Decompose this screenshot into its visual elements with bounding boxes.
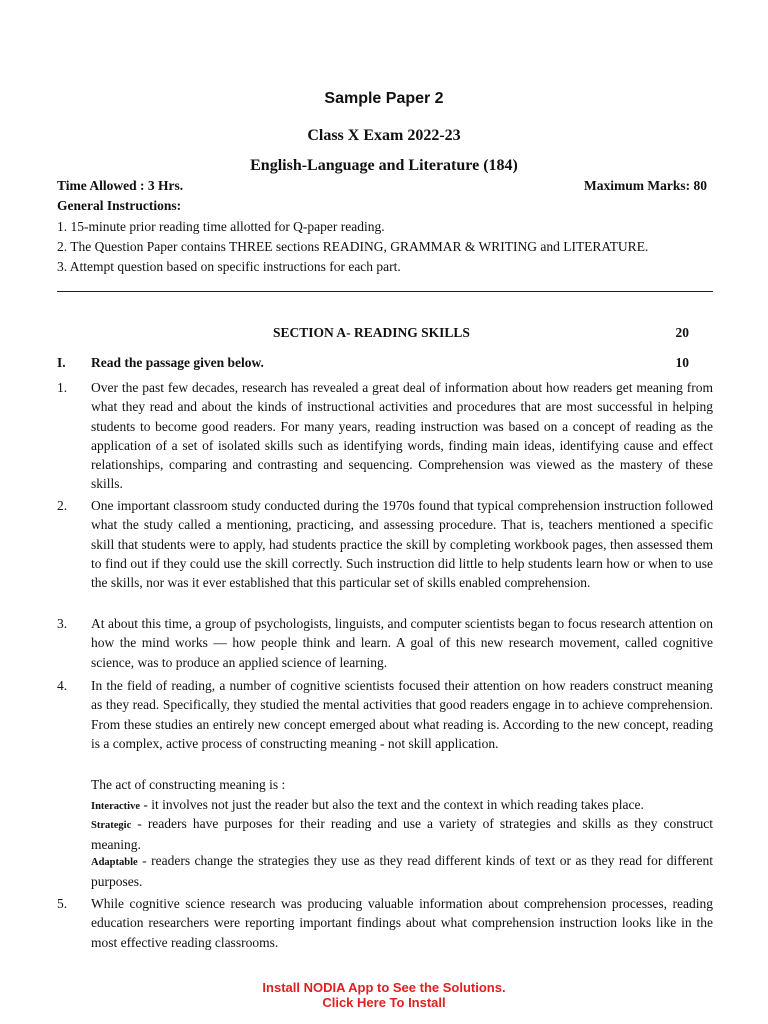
general-instructions-list (57, 217, 717, 277)
time-allowed: Time Allowed : 3 Hrs. (57, 178, 184, 193)
question-text: Read the passage given below. (91, 355, 264, 370)
paragraph-number: 5. (57, 896, 68, 911)
question-number: I. (57, 355, 66, 370)
term-separator: - (131, 816, 148, 831)
paragraph-text: While cognitive science research was producing valuable information about comprehension processes, reading education researchers were reporting important findings about what comprehension instruction looks like in the most effective reading classrooms. (91, 896, 713, 950)
construct-description: readers change the strategies they use as they read different kinds of text or as they read for different purposes. (91, 853, 714, 889)
paragraph-text: In the field of reading, a number of cognitive scientists focused their attention on how readers construct meaning as they read. Specifically, they studied the mental activities that good readers engage in to achieve comprehension. From these studies an entirely new concept emerged about what reading is. According to the new concept, reading is a complex, active process of constructing meaning - not skill application. (91, 678, 713, 751)
horizontal-divider (57, 291, 713, 292)
paragraph-number: 3. (57, 616, 68, 631)
construct-item-interactive (91, 795, 713, 816)
paragraph-number: 2. (57, 498, 68, 513)
construct-intro: The act of constructing meaning is : (91, 777, 286, 792)
paragraph-number: 4. (57, 678, 68, 693)
term-separator: - (139, 797, 152, 812)
time-marks-row (57, 178, 707, 194)
construct-term: Strategic (91, 820, 132, 831)
section-name: SECTION A- READING SKILLS (273, 325, 470, 340)
construct-description: it involves not just the reader but also the text and the context in which reading takes place. (151, 797, 644, 812)
passage-paragraph-2 (57, 496, 713, 592)
class-exam-title: Class X Exam 2022-23 (307, 127, 461, 144)
instruction-item: 1. 15-minute prior reading time allotted for Q-paper reading. (57, 219, 385, 234)
instruction-item: 3. Attempt question based on specific instructions for each part. (57, 259, 401, 274)
general-instructions-heading: General Instructions: (57, 198, 182, 213)
paragraph-number: 1. (57, 380, 68, 395)
term-separator: - (137, 853, 152, 868)
install-app-banner[interactable] (0, 980, 768, 1010)
install-app-text[interactable]: Install NODIA App to See the Solutions. (262, 980, 506, 995)
maximum-marks: Maximum Marks: 80 (584, 178, 707, 193)
click-to-install-link[interactable]: Click Here To Install (322, 995, 446, 1010)
question-marks: 10 (675, 355, 689, 370)
paragraph-text: One important classroom study conducted during the 1970s found that typical comprehension instruction followed what the study called a mentioning, practicing, and assessing procedure. That is, teachers mentioned a specific skill that students were to apply, had students practice the skill by completing workbook pages, then assessed them to find out if they could use the skill correctly. Such instruction did little to help students learn how or when to use the skills, nor was it ever established that this particular set of skills enabled comprehension. (91, 498, 713, 591)
paragraph-text: Over the past few decades, research has revealed a great deal of information about how readers get meaning from what they read and about the kinds of instructional activities and procedures that are most successful in helping students to become good readers. For many years, reading instruction was based on a concept of reading as the application of a set of isolated skills such as identifying words, finding main ideas, identifying cause and effect relationships, comparing and contrasting and sequencing. Comprehension was viewed as the mastery of these skills. (91, 380, 713, 492)
construct-item-adaptable (91, 851, 713, 891)
passage-paragraph-3 (57, 614, 713, 672)
construct-term: Adaptable (91, 857, 138, 868)
section-marks: 20 (675, 325, 689, 340)
paragraph-text: At about this time, a group of psychologists, linguists, and computer scientists began to focus research attention on how the mind works — how people think and learn. A goal of this new research movement, called cognitive science, was to produce an applied science of learning. (91, 616, 713, 670)
passage-paragraph-5 (57, 894, 713, 952)
sample-paper-title: Sample Paper 2 (324, 90, 444, 107)
construct-description: readers have purposes for their reading and use a variety of strategies and skills as they construct meaning. (91, 816, 713, 852)
construct-item-strategic (91, 814, 713, 854)
passage-paragraph-1 (57, 378, 713, 494)
subject-title: English-Language and Literature (184) (250, 157, 518, 174)
passage-paragraph-4 (57, 676, 713, 753)
construct-term: Interactive (91, 801, 140, 812)
instruction-item: 2. The Question Paper contains THREE sections READING, GRAMMAR & WRITING and LITERATURE. (57, 239, 649, 254)
